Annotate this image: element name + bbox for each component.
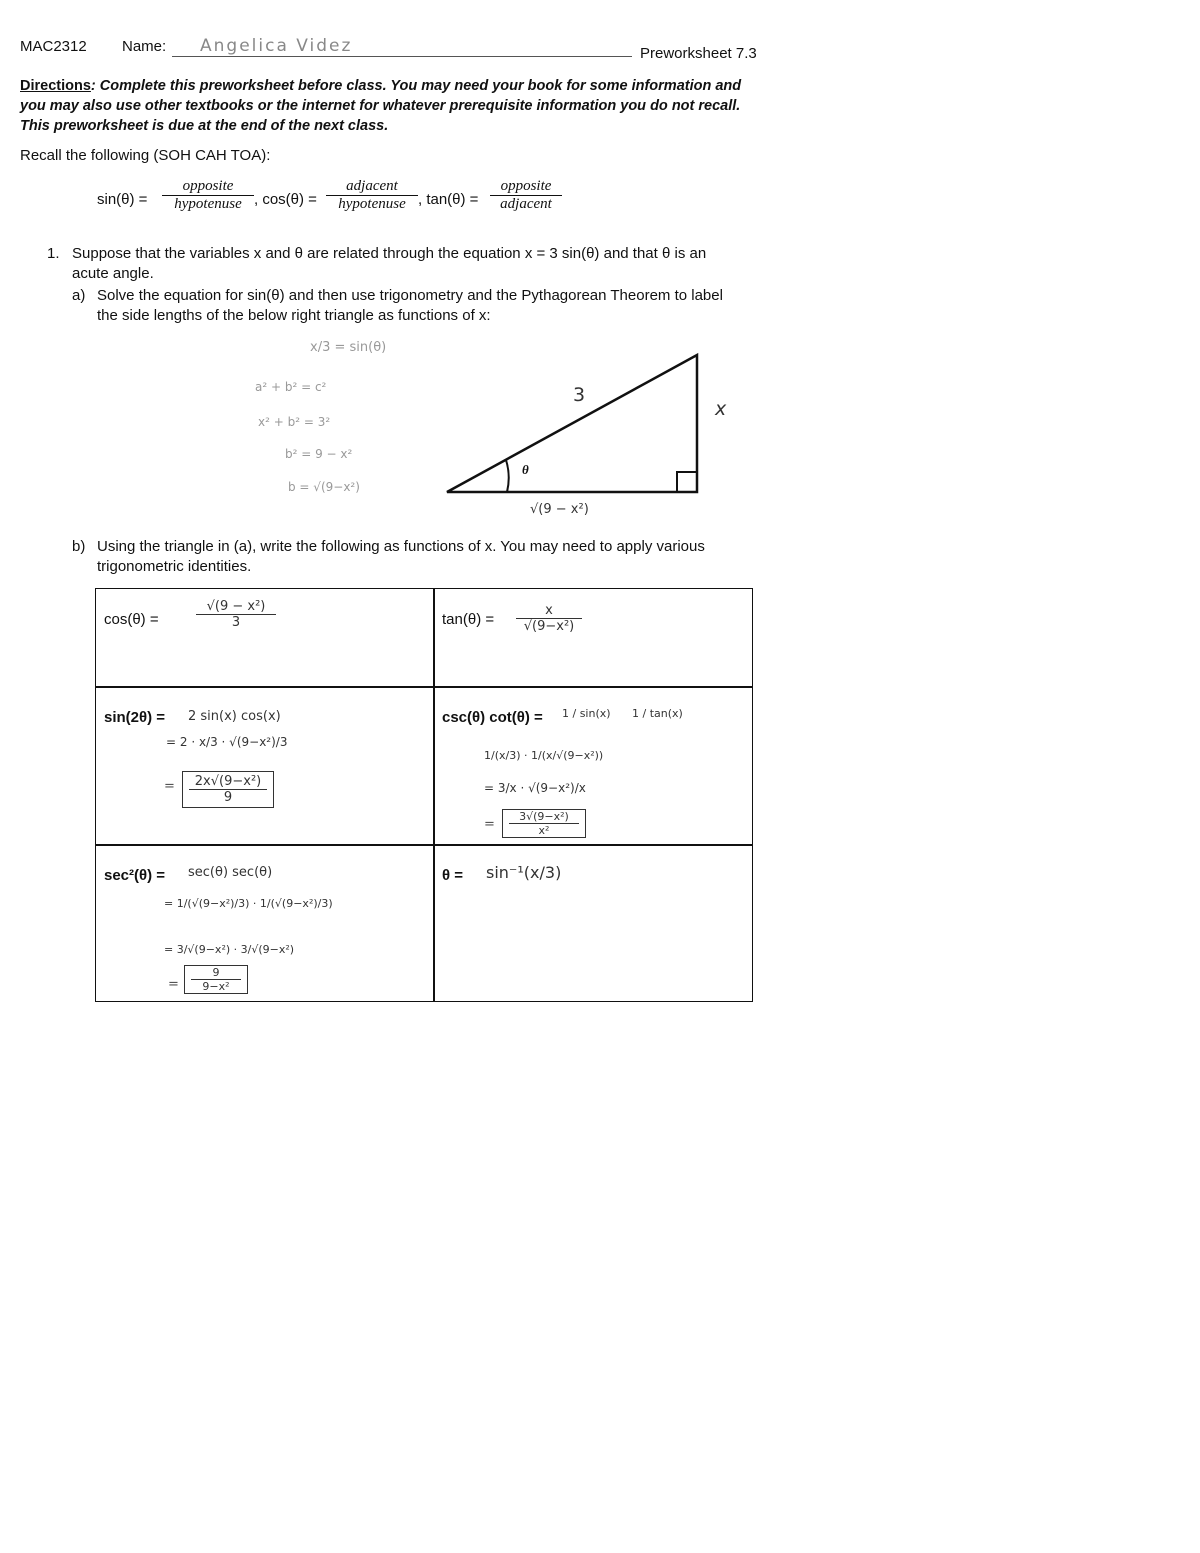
- directions-line-1: [20, 76, 741, 96]
- sec2-answer-den: 9−x²: [202, 980, 230, 993]
- csccot-answer-num: 3√(9−x²): [509, 810, 579, 824]
- name-label: Name:: [122, 38, 167, 55]
- directions-label: Directions: [20, 78, 91, 94]
- csccot-label: csc(θ) cot(θ) =: [442, 709, 543, 726]
- cos-answer-den: 3: [231, 615, 241, 630]
- sec2-step-2: = 1/(√(9−x²)/3) · 1/(√(9−x²)/3): [164, 897, 333, 910]
- directions-line-3: This preworksheet is due at the end of the next class.: [20, 118, 389, 134]
- sin2-answer: [182, 771, 274, 808]
- part-a-label: a): [72, 287, 86, 304]
- sec2-answer-num: 9: [191, 966, 241, 980]
- question-line-2: acute angle.: [72, 265, 154, 282]
- name-underline: [172, 56, 632, 57]
- cell-cos: [95, 588, 435, 688]
- student-name: Angelica Videz: [200, 36, 353, 56]
- sin-numerator: opposite: [162, 178, 254, 196]
- part-b-line-2: trigonometric identities.: [97, 558, 252, 575]
- csccot-answer-den: x²: [538, 824, 550, 837]
- csccot-equals: =: [484, 817, 495, 832]
- theta-label: θ =: [442, 867, 464, 884]
- sin2-label: sin(2θ) =: [104, 709, 166, 726]
- cell-sin2: [95, 686, 435, 846]
- tan-label: tan(θ) =: [442, 611, 495, 628]
- sec2-step-3: = 3/√(9−x²) · 3/√(9−x²): [164, 943, 295, 956]
- question-line-1: Suppose that the variables x and θ are related through the equation x = 3 sin(θ) and that θ is an: [72, 245, 707, 262]
- sec2-answer: [184, 965, 248, 994]
- csccot-step-2: 1/(x/3) · 1/(x/√(9−x²)): [484, 749, 604, 762]
- sin2-answer-den: 9: [223, 790, 233, 805]
- scratch-line-3: x² + b² = 3²: [258, 415, 331, 429]
- cos-fraction: [326, 178, 418, 213]
- csccot-step-1b: 1 / tan(x): [632, 707, 683, 720]
- sheet-title: Preworksheet 7.3: [640, 45, 757, 62]
- right-triangle: [440, 345, 740, 525]
- tan-lhs: , tan(θ) =: [418, 191, 479, 208]
- cos-label: cos(θ) =: [104, 611, 159, 628]
- directions-text-1: : Complete this preworksheet before class. You may need your book for some information and: [90, 78, 742, 94]
- course-code: MAC2312: [20, 38, 87, 55]
- scratch-line-5: b = √(9−x²): [288, 480, 360, 494]
- part-a-line-1: Solve the equation for sin(θ) and then use trigonometry and the Pythagorean Theorem to label: [97, 287, 723, 304]
- triangle-outline: [447, 355, 697, 492]
- cos-answer: [196, 599, 276, 630]
- part-b-line-1: Using the triangle in (a), write the following as functions of x. You may need to apply various: [97, 538, 705, 555]
- tan-answer-num: x: [516, 603, 582, 619]
- cos-numerator: adjacent: [326, 178, 418, 196]
- sin2-step-2: = 2 · x/3 · √(9−x²)/3: [166, 735, 288, 749]
- sin-denominator: hypotenuse: [174, 196, 242, 212]
- angle-arc: [506, 460, 509, 492]
- tan-answer: [516, 603, 582, 634]
- csccot-step-3: = 3/x · √(9−x²)/x: [484, 781, 586, 795]
- cos-answer-num: √(9 − x²): [196, 599, 276, 615]
- sin2-answer-num: 2x√(9−x²): [189, 774, 267, 790]
- cell-csccot: [433, 686, 753, 846]
- scratch-line-4: b² = 9 − x²: [285, 447, 353, 461]
- tan-fraction: [490, 178, 562, 213]
- sec2-step-1: sec(θ) sec(θ): [188, 865, 273, 880]
- adjacent-label: √(9 − x²): [530, 502, 589, 517]
- cell-tan: [433, 588, 753, 688]
- angle-label: θ: [522, 462, 529, 477]
- cell-sec2: [95, 844, 435, 1002]
- part-b-label: b): [72, 538, 86, 555]
- cos-denominator: hypotenuse: [338, 196, 406, 212]
- scratch-line-2: a² + b² = c²: [255, 380, 327, 394]
- directions-line-2: you may also use other textbooks or the internet for whatever prerequisite information you do not recall.: [20, 98, 741, 114]
- hypotenuse-label: 3: [573, 384, 586, 406]
- recall-label: Recall the following (SOH CAH TOA):: [20, 147, 271, 164]
- theta-value: sin⁻¹(x/3): [486, 863, 562, 882]
- csccot-step-1a: 1 / sin(x): [562, 707, 611, 720]
- right-angle-marker: [677, 472, 697, 492]
- sec2-label: sec²(θ) =: [104, 867, 166, 884]
- tan-answer-den: √(9−x²): [523, 619, 575, 634]
- sin2-step-1: 2 sin(x) cos(x): [188, 709, 281, 724]
- sin-fraction: [162, 178, 254, 213]
- scratch-line-1: x/3 = sin(θ): [310, 340, 387, 355]
- tan-denominator: adjacent: [500, 196, 552, 212]
- cos-lhs: , cos(θ) =: [254, 191, 317, 208]
- sec2-equals: =: [168, 977, 179, 992]
- part-a-line-2: the side lengths of the below right triangle as functions of x:: [97, 307, 491, 324]
- csccot-answer: [502, 809, 586, 838]
- question-number: 1.: [47, 245, 60, 262]
- cell-theta: [433, 844, 753, 1002]
- sin-lhs: sin(θ) =: [97, 191, 148, 208]
- opposite-label: x: [715, 398, 727, 420]
- sin2-equals: =: [164, 779, 175, 794]
- tan-numerator: opposite: [490, 178, 562, 196]
